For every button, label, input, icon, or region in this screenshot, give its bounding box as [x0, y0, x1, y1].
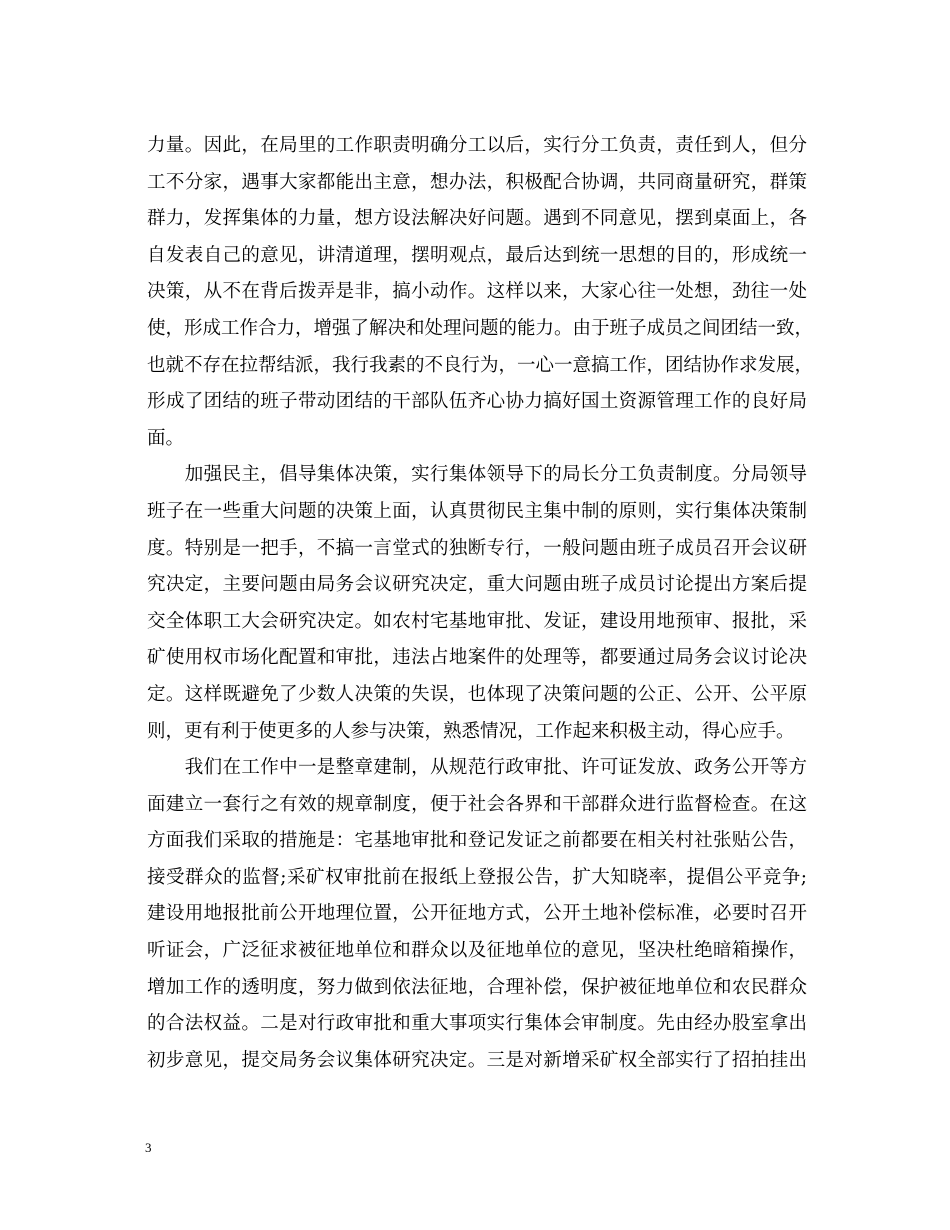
text-line: 力量。因此，在局里的工作职责明确分工以后，实行分工负责，责任到人，但分 — [147, 135, 807, 156]
text-line: 群力，发挥集体的力量，想方设法解决好问题。遇到不同意见，摆到桌面上，各 — [147, 208, 807, 230]
text-line: 工不分家，遇事大家都能出主意，想办法，积极配合协调，共同商量研究，群策 — [147, 171, 807, 193]
text-line: 面。 — [147, 427, 185, 449]
text-line: 的合法权益。二是对行政审批和重大事项实行集体会审制度。先由经办股室拿出 — [147, 1013, 807, 1035]
paragraph-first-line: 加强民主，倡导集体决策，实行集体领导下的局长分工负责制度。分局领导 — [147, 464, 807, 486]
text-line: 自发表自己的意见，讲清道理，摆明观点，最后达到统一思想的目的，形成统一 — [147, 244, 807, 266]
page-number: 3 — [145, 1140, 152, 1155]
text-line: 形成了团结的班子带动团结的干部队伍齐心协力搞好国土资源管理工作的良好局 — [147, 391, 807, 413]
text-line: 度。特别是一把手，不搞一言堂式的独断专行，一般问题由班子成员召开会议研 — [147, 537, 807, 559]
text-line: 建设用地报批前公开地理位置，公开征地方式，公开土地补偿标准，必要时召开 — [147, 903, 807, 925]
body-text — [147, 128, 814, 1079]
text-line: 听证会，广泛征求被征地单位和群众以及征地单位的意见，坚决杜绝暗箱操作， — [147, 940, 807, 962]
paragraph-first-line: 我们在工作中一是整章建制，从规范行政审批、许可证发放、政务公开等方 — [147, 757, 807, 779]
text-line: 定。这样既避免了少数人决策的失误，也体现了决策问题的公正、公开、公平原 — [147, 683, 807, 705]
text-line: 交全体职工大会研究决定。如农村宅基地审批、发证，建设用地预审、报批，采 — [147, 610, 807, 632]
text-line: 方面我们采取的措施是：宅基地审批和登记发证之前都要在相关村社张贴公告， — [147, 830, 807, 852]
text-line: 接受群众的监督;采矿权审批前在报纸上登报公告，扩大知晓率，提倡公平竞争; — [147, 866, 807, 888]
text-line: 面建立一套行之有效的规章制度，便于社会各界和干部群众进行监督检查。在这 — [147, 793, 807, 815]
text-line: 则，更有利于使更多的人参与决策，熟悉情况，工作起来积极主动，得心应手。 — [147, 720, 795, 742]
text-line: 使，形成工作合力，增强了解决和处理问题的能力。由于班子成员之间团结一致， — [147, 317, 814, 339]
text-line: 究决定，主要问题由局务会议研究决定，重大问题由班子成员讨论提出方案后提 — [147, 574, 807, 596]
text-line: 班子在一些重大问题的决策上面，认真贯彻民主集中制的原则，实行集体决策制 — [147, 500, 807, 522]
text-line: 增加工作的透明度，努力做到依法征地，合理补偿，保护被征地单位和农民群众 — [147, 976, 807, 998]
text-line: 决策，从不在背后拨弄是非，搞小动作。这样以来，大家心往一处想，劲往一处 — [147, 281, 807, 303]
text-line: 矿使用权市场化配置和审批，违法占地案件的处理等，都要通过局务会议讨论决 — [147, 647, 807, 669]
text-line: 也就不存在拉帮结派，我行我素的不良行为，一心一意搞工作，团结协作求发展， — [147, 354, 814, 376]
text-line: 初步意见，提交局务会议集体研究决定。三是对新增采矿权全部实行了招拍挂出 — [147, 1049, 807, 1071]
